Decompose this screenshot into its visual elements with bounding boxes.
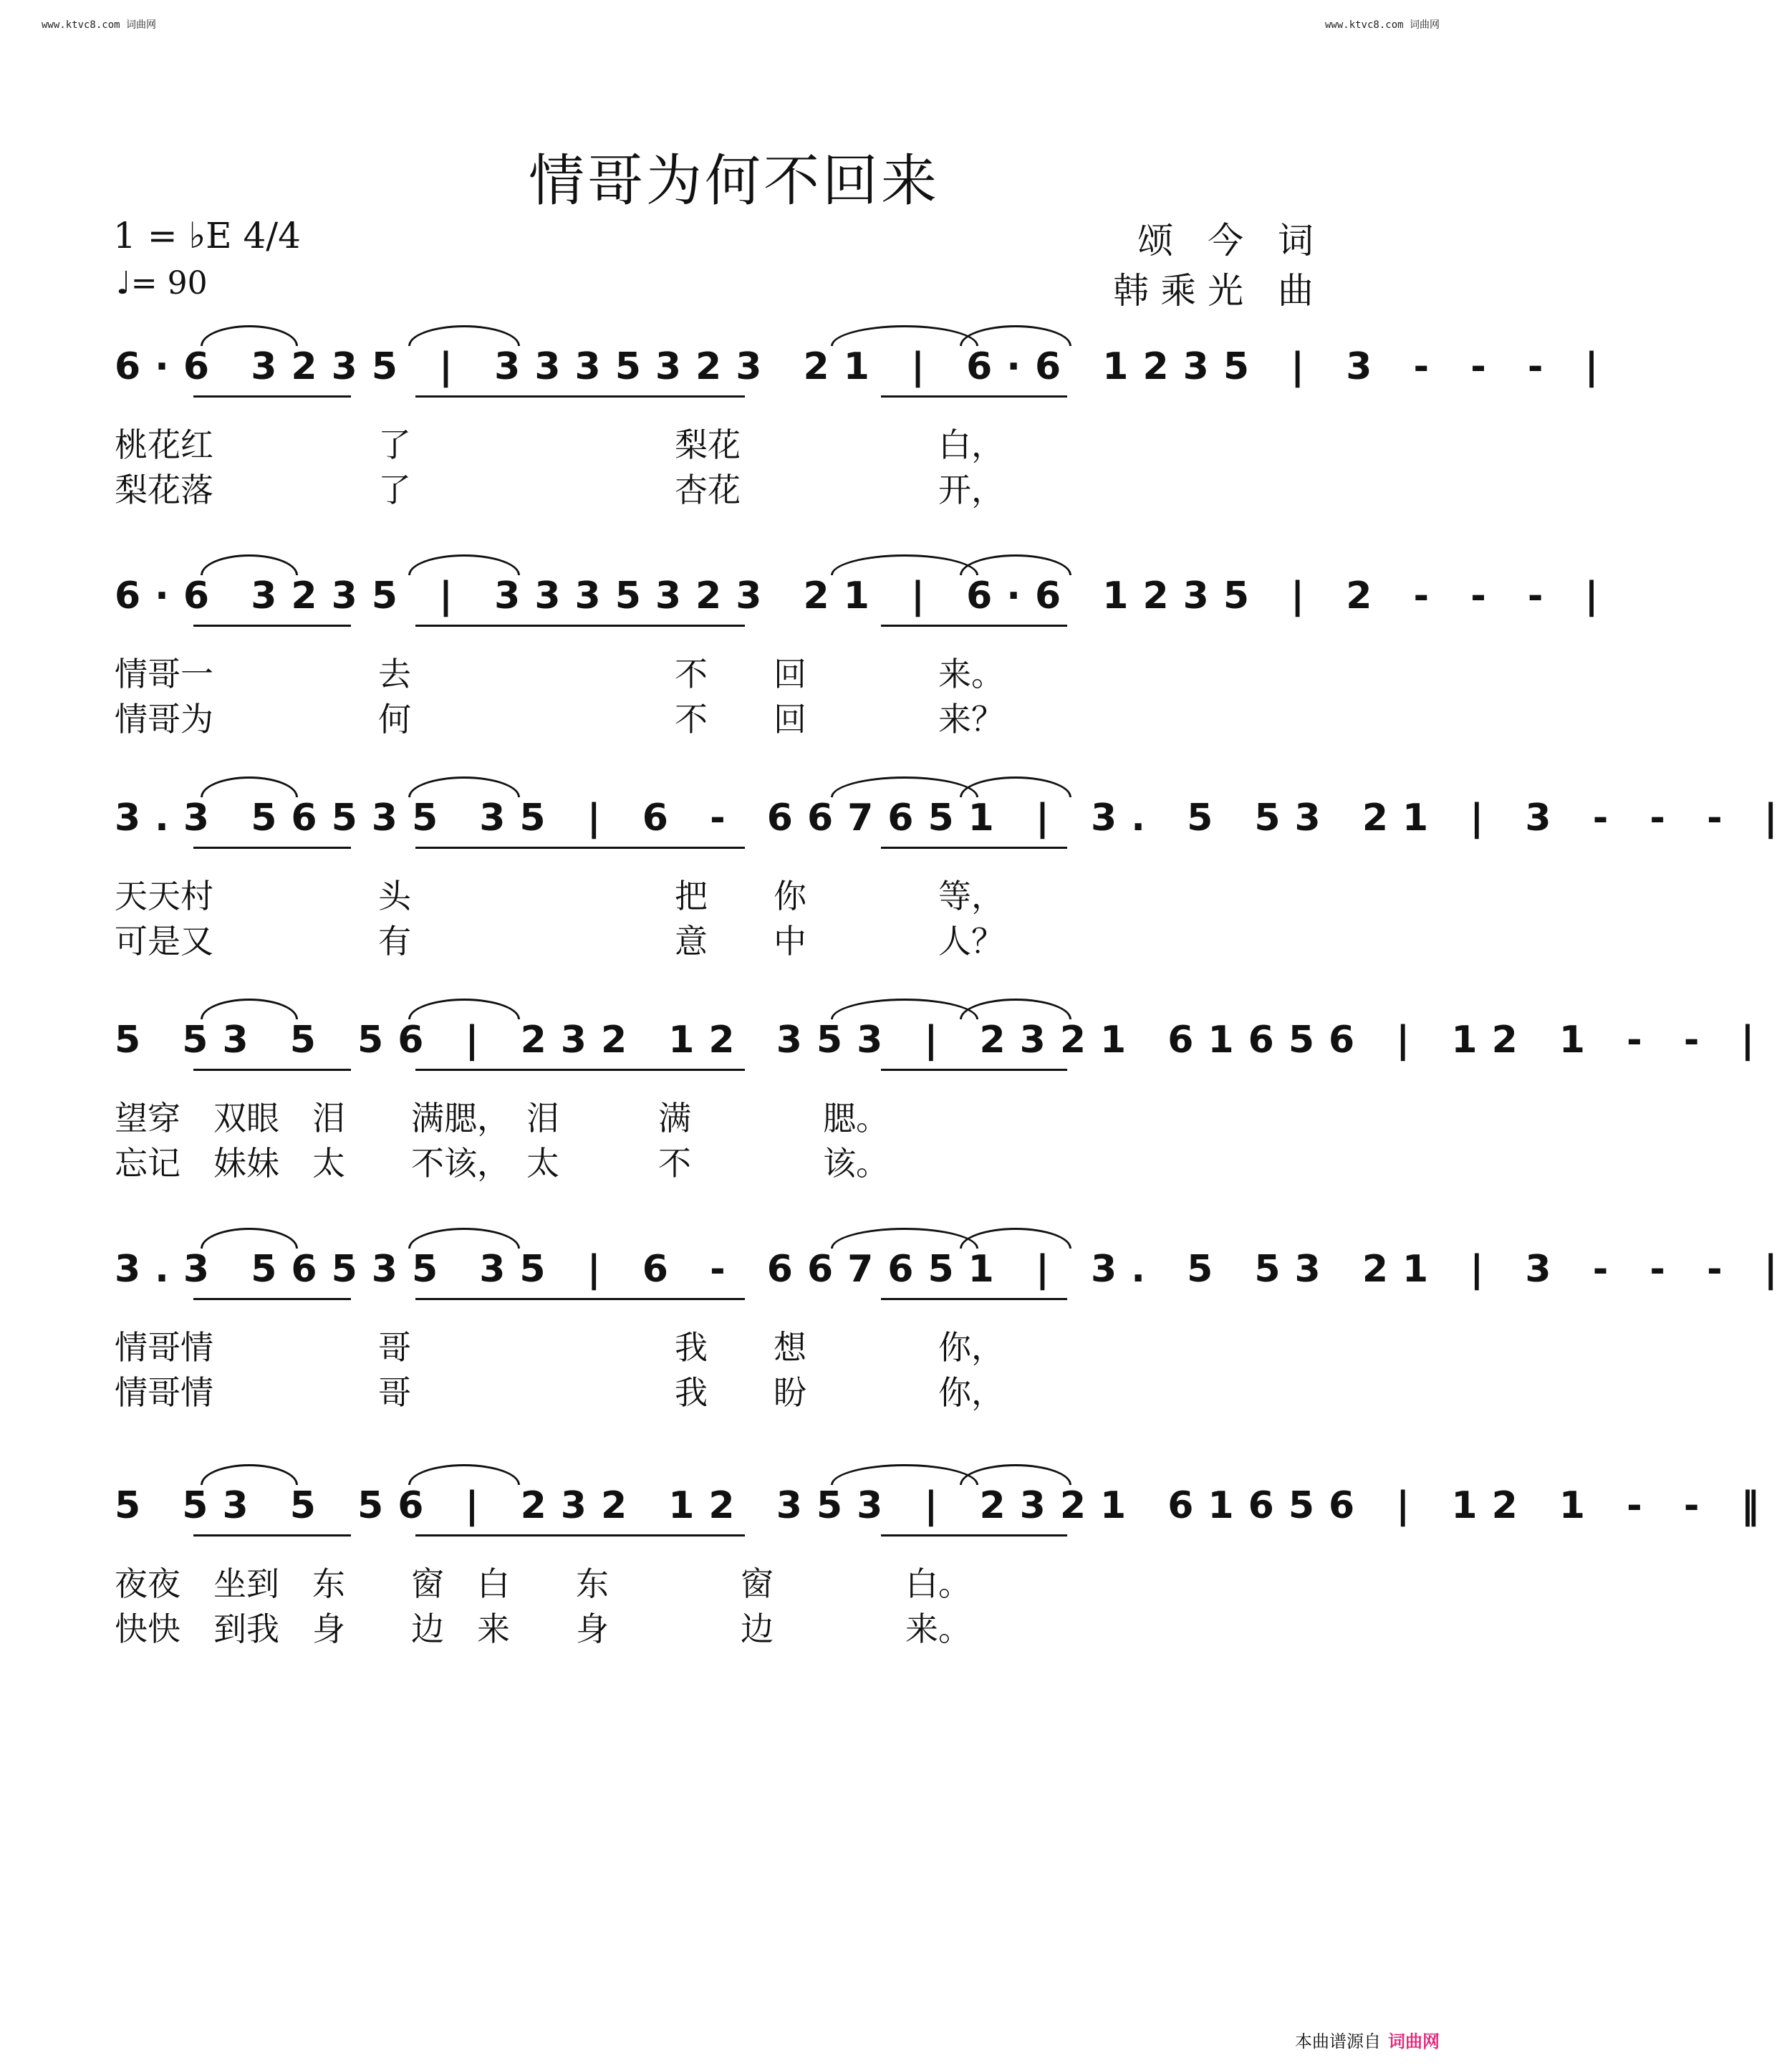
notation-line: 6·6 3235 | 3335323 21 | 6·6 1235 | 3 - - - | [115,345,1613,388]
header-left: www.ktvc8.com 词曲网 [42,19,157,31]
lyrics-verse-1: 望穿 双眼 泪 满腮， 泪 满 腮。 [115,1099,889,1138]
lyrics-verse-1: 情哥一 去 不 回 来。 [115,655,1004,693]
slur-mark [831,554,978,575]
beam-underline [415,847,745,849]
slur-mark [831,999,978,1019]
beam-underline [415,1069,745,1071]
lyrics-verse-1: 天天村 头 把 你 等， [115,877,1004,915]
slur-mark [831,1464,978,1485]
page-title: 情哥为何不回来 [528,149,940,213]
slur-mark [408,776,520,797]
slur-mark [408,325,520,346]
lyrics-verse-2: 情哥情 哥 我 盼 你， [115,1373,1004,1412]
beam-underline [415,625,745,627]
footer-source: 本曲谱源自 [1295,2031,1381,2052]
beam-underline [881,1069,1067,1071]
slur-mark [201,776,298,797]
lyrics-verse-2: 情哥为 何 不 回 来？ [115,700,1004,739]
notation-line: 5 53 5 56 | 232 12 353 | 2321 61656 | 12 1 - - | [115,1019,1769,1062]
slur-mark [960,1228,1071,1249]
slur-mark [408,1464,520,1485]
beam-underline [881,1534,1067,1536]
beam-underline [193,395,351,398]
slur-mark [408,999,520,1019]
lyrics-verse-1: 桃花红 了 梨花 白， [115,425,1004,464]
slur-mark [831,776,978,797]
header-right: www.ktvc8.com 词曲网 [1324,19,1440,31]
tempo-marking: ♩= 90 [116,265,208,302]
slur-mark [831,1228,978,1249]
lyrics-verse-2: 忘记 妹妹 太 不该， 太 不 该。 [115,1144,889,1183]
slur-mark [408,554,520,575]
lyrics-verse-2: 快快 到我 身 边 来 身 边 来。 [115,1610,971,1648]
key-signature: 1 = ♭E 4/4 [113,215,301,256]
composer-credit: 韩乘光 曲 [1113,270,1325,312]
lyrics-verse-1: 情哥情 哥 我 想 你， [115,1328,1004,1367]
slur-mark [831,325,978,346]
slur-mark [960,776,1071,797]
beam-underline [193,1069,351,1071]
lyrics-verse-1: 夜夜 坐到 东 窗 白 东 窗 白。 [115,1564,971,1603]
beam-underline [881,625,1067,627]
beam-underline [193,625,351,627]
slur-mark [201,325,298,346]
beam-underline [881,847,1067,849]
notation-line: 5 53 5 56 | 232 12 353 | 2321 61656 | 12 1 - - ‖ [115,1484,1774,1527]
lyrics-verse-2: 可是又 有 意 中 人？ [115,922,1004,961]
left-watermark-strip [7,29,17,2020]
slur-mark [408,1228,520,1249]
slur-mark [960,554,1071,575]
slur-mark [960,999,1071,1019]
slur-mark [960,1464,1071,1485]
beam-underline [415,395,745,398]
beam-underline [881,1298,1067,1300]
footer-brand: 词曲网 [1388,2031,1440,2052]
beam-underline [881,395,1067,398]
notation-line: 6·6 3235 | 3335323 21 | 6·6 1235 | 2 - - - | [115,574,1613,617]
slur-mark [201,1464,298,1485]
beam-underline [193,847,351,849]
slur-mark [201,999,298,1019]
notation-line: 3.3 56535 35 | 6 - 667651 | 3. 5 53 21 | 3 - - - | [115,797,1792,840]
slur-mark [960,325,1071,346]
beam-underline [415,1534,745,1536]
lyricist-credit: 颂 今 词 [1137,220,1325,261]
beam-underline [415,1298,745,1300]
slur-mark [201,554,298,575]
footer [1295,2027,1440,2052]
beam-underline [193,1534,351,1536]
notation-line: 3.3 56535 35 | 6 - 667651 | 3. 5 53 21 | 3 - - - | [115,1248,1792,1291]
slur-mark [201,1228,298,1249]
beam-underline [193,1298,351,1300]
lyrics-verse-2: 梨花落 了 杏花 开， [115,471,1004,509]
